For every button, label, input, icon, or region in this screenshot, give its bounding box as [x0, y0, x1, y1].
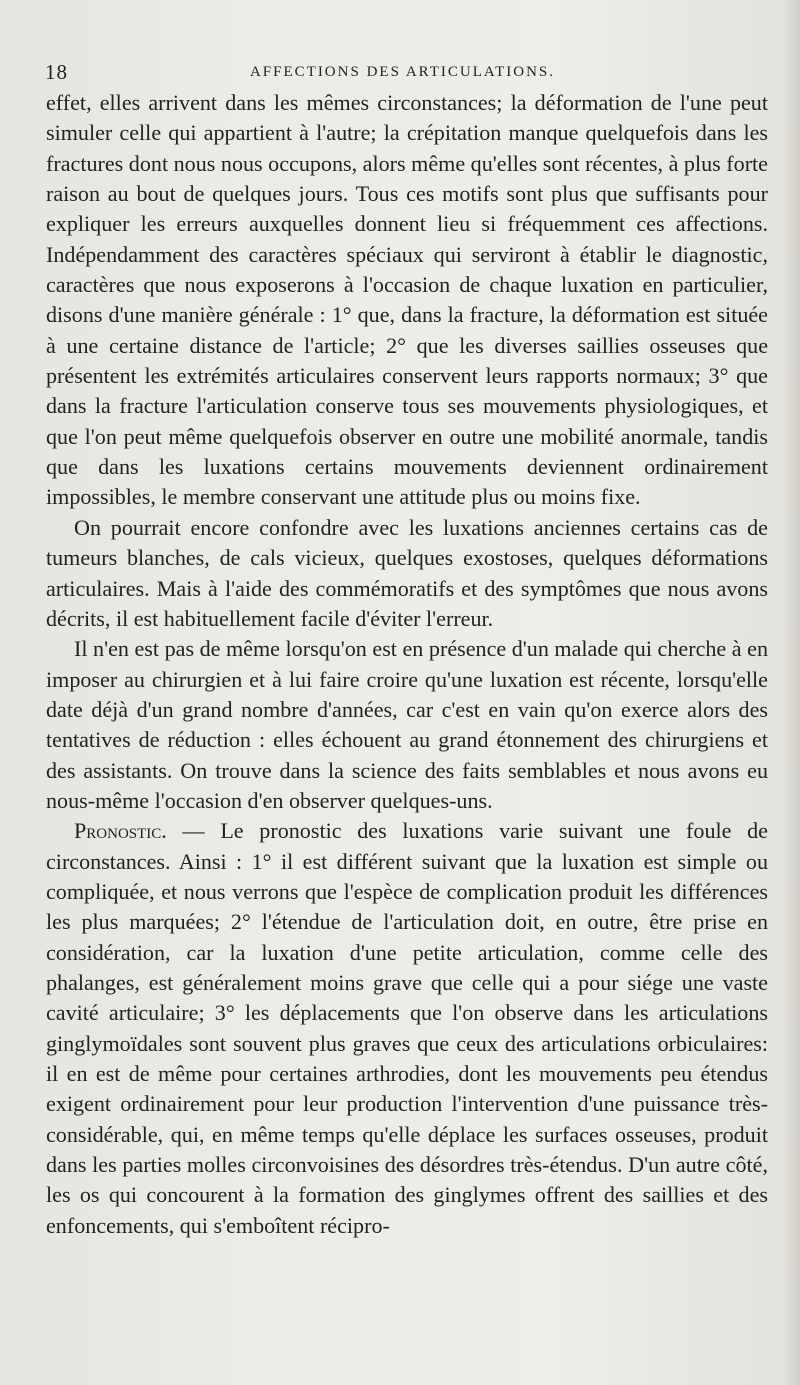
- page-number: 18: [45, 60, 68, 84]
- prognosis-heading: Pronostic.: [74, 818, 167, 844]
- page-header: [45, 62, 760, 86]
- body-text: [46, 88, 768, 1241]
- paragraph-diagnosis-continued: effet, elles arrivent dans les mêmes circonstances; la déformation de l'une peut simuler celle qui appartient à l'autre; la crépitation manque quelquefois dans les fractures dont nous nous occupons, alors même qu'elles sont récentes, à plus forte raison au bout de quelques jours. Tous ces motifs sont plus que suffisants pour expliquer les erreurs auxquelles donnent lieu si fréquemment ces affections. Indépendamment des caractères spéciaux qui serviront à établir le diagnostic, caractères que nous exposerons à l'occasion de chaque luxation en particulier, disons d'une manière générale : 1° que, dans la fracture, la déformation est située à une certaine distance de l'article; 2° que les diverses saillies osseuses que présentent les extrémités articulaires conservent leurs rapports normaux; 3° que dans la fracture l'articulation conserve tous ses mouvements physiologiques, et que l'on peut même quelquefois observer en outre une mobilité anormale, tandis que dans les luxations certains mouvements deviennent ordinairement impossibles, le membre conservant une attitude plus ou moins fixe.: [46, 90, 768, 510]
- paragraph-old-luxations: On pourrait encore confondre avec les luxations anciennes certains cas de tumeurs blanches, de cals vicieux, quelques exostoses, quelques déformations articulaires. Mais à l'aide des commémoratifs et des symptômes que nous avons décrits, il est habituellement facile d'éviter l'erreur.: [46, 514, 768, 631]
- running-title: AFFECTIONS DES ARTICULATIONS.: [249, 64, 556, 80]
- page-edge-shadow: [782, 0, 800, 1385]
- paragraph-simulated-luxations: Il n'en est pas de même lorsqu'on est en présence d'un malade qui cherche à en imposer au chirurgien et à lui faire croire qu'une luxation est récente, lorsqu'elle date déjà d'un grand nombre d'années, car c'est en vain qu'on exerce alors des tentatives de réduction : elles échouent au grand étonnement des chirurgiens et des assistants. On trouve dans la science des faits semblables et nous avons eu nous-même l'occasion d'en observer quelques-uns.: [46, 636, 768, 813]
- prognosis-text: — Le pronostic des luxations varie suivant une foule de circonstances. Ainsi : 1° il est différent suivant que la luxation est simple ou compliquée, et nous verrons que l'espèce de complication produit les différences les plus marquées; 2° l'étendue de l'articulation doit, en outre, être prise en considération, car la luxation d'une petite articulation, comme celle des phalanges, est généralement moins grave que celle qui a pour siége une vaste cavité articulaire; 3° les déplacements que l'on observe dans les articulations ginglymoïdales sont souvent plus graves que ceux des articulations orbiculaires: il en est de même pour certaines arthrodies, dont les mouvements peu étendus exigent ordinairement pour leur production l'intervention d'une puissance très-considérable, qui, en même temps qu'elle déplace les surfaces osseuses, produit dans les parties molles circonvoisines des désordres très-étendus. D'un autre côté, les os qui concourent à la formation des ginglymes offrent des saillies et des enfoncements, qui s'emboîtent récipro-: [46, 818, 768, 1238]
- paragraph-prognosis: [46, 816, 768, 1241]
